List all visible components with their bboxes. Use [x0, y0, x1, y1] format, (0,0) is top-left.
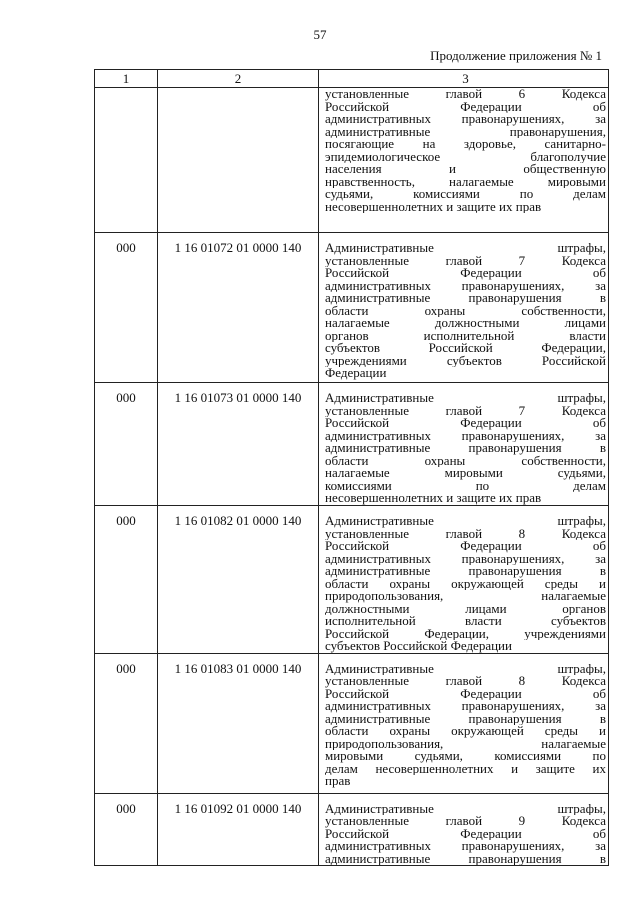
description-line: Административные штрафы, — [325, 802, 606, 815]
table-row — [95, 233, 609, 383]
description-line: административных правонарушениях, за — [325, 552, 606, 565]
description-line: Административные штрафы, — [325, 662, 606, 675]
cell-code-2: 1 16 01083 01 0000 140 — [158, 653, 319, 793]
description-line: административные правонарушения в — [325, 565, 606, 578]
description-line: административных правонарушениях, за — [325, 700, 606, 713]
description-line: административные правонарушения в — [325, 442, 606, 455]
description-line: прав — [325, 775, 351, 788]
cell-code-2: 1 16 01072 01 0000 140 — [158, 233, 319, 383]
table-row — [95, 506, 609, 654]
description-line: субъектов Российской Федерации — [325, 640, 512, 653]
description-line: административные правонарушения в — [325, 712, 606, 725]
table-row — [95, 653, 609, 793]
description-line: налагаемые мировыми судьями, — [325, 467, 606, 480]
description-line: административных правонарушениях, за — [325, 279, 606, 292]
cell-code-2: 1 16 01073 01 0000 140 — [158, 383, 319, 506]
cell-description — [319, 233, 609, 383]
cell-code-2 — [158, 88, 319, 233]
description-line: эпидемиологическое благополучие — [325, 150, 606, 163]
cell-code-2: 1 16 01082 01 0000 140 — [158, 506, 319, 654]
description-line: Российской Федерации, учреждениями — [325, 627, 606, 640]
description-line: комиссиями по делам — [325, 479, 606, 492]
description-line: области охраны собственности, — [325, 304, 606, 317]
cell-code-2: 1 16 01092 01 0000 140 — [158, 793, 319, 866]
cell-description — [319, 383, 609, 506]
description-line: Российской Федерации об — [325, 100, 606, 113]
description-line: административные правонарушения в — [325, 292, 606, 305]
description-line: Административные штрафы, — [325, 515, 606, 528]
cell-code-1: 000 — [95, 383, 158, 506]
description-line: населения и общественную — [325, 163, 606, 176]
description-line: установленные главой 7 Кодекса — [325, 404, 606, 417]
description-line: административные правонарушения в — [325, 852, 606, 865]
continuation-label: Продолжение приложения № 1 — [430, 48, 602, 63]
description-line: Федерации — [325, 367, 387, 380]
header-col-1: 1 — [95, 70, 158, 88]
header-col-2: 2 — [158, 70, 319, 88]
description-line: области охраны собственности, — [325, 454, 606, 467]
description-line: исполнительной власти субъектов — [325, 615, 606, 628]
cell-description — [319, 793, 609, 866]
description-line: установленные главой 8 Кодекса — [325, 675, 606, 688]
description-line: органов исполнительной власти — [325, 329, 606, 342]
cell-code-1: 000 — [95, 653, 158, 793]
cell-code-1 — [95, 88, 158, 233]
description-line: административных правонарушениях, за — [325, 840, 606, 853]
budget-code-table — [94, 69, 609, 866]
description-line: области охраны окружающей среды и — [325, 577, 606, 590]
description-line: установленные главой 7 Кодекса — [325, 254, 606, 267]
description-line: нравственность, налагаемые мировыми — [325, 175, 606, 188]
description-line: несовершеннолетних и защите их прав — [325, 200, 542, 213]
cell-description — [319, 88, 609, 233]
table-row — [95, 383, 609, 506]
description-line: Административные штрафы, — [325, 392, 606, 405]
description-line: административных правонарушениях, за — [325, 113, 606, 126]
description-line: административных правонарушениях, за — [325, 429, 606, 442]
cell-description — [319, 506, 609, 654]
description-line: Российской Федерации об — [325, 267, 606, 280]
page-number: 57 — [313, 27, 327, 42]
description-line: судьями, комиссиями по делам — [325, 188, 606, 201]
description-line: установленные главой 8 Кодекса — [325, 527, 606, 540]
description-line: Российской Федерации об — [325, 417, 606, 430]
table-row — [95, 88, 609, 233]
cell-code-1: 000 — [95, 233, 158, 383]
description-line: природопользования, налагаемые — [325, 590, 606, 603]
cell-code-1: 000 — [95, 793, 158, 866]
description-line: мировыми судьями, комиссиями по — [325, 750, 606, 763]
cell-description — [319, 653, 609, 793]
description-line: посягающие на здоровье, санитарно- — [325, 138, 606, 151]
description-line: области охраны окружающей среды и — [325, 725, 606, 738]
description-line: должностными лицами органов — [325, 602, 606, 615]
description-line: несовершеннолетних и защите их прав — [325, 492, 542, 505]
description-line: административные правонарушения, — [325, 125, 606, 138]
header-col-3: 3 — [319, 70, 609, 88]
description-line: Российской Федерации об — [325, 540, 606, 553]
description-line: субъектов Российской Федерации, — [325, 342, 606, 355]
table-header-row — [95, 70, 609, 88]
description-line: налагаемые должностными лицами — [325, 317, 606, 330]
description-line: природопользования, налагаемые — [325, 737, 606, 750]
description-line: Российской Федерации об — [325, 827, 606, 840]
description-line: делам несовершеннолетних и защите их — [325, 762, 606, 775]
description-line: установленные главой 9 Кодекса — [325, 815, 606, 828]
table-row — [95, 793, 609, 866]
description-line: установленные главой 6 Кодекса — [325, 88, 606, 101]
description-line: учреждениями субъектов Российской — [325, 354, 606, 367]
description-line: Административные штрафы, — [325, 242, 606, 255]
cell-code-1: 000 — [95, 506, 158, 654]
description-line: Российской Федерации об — [325, 687, 606, 700]
